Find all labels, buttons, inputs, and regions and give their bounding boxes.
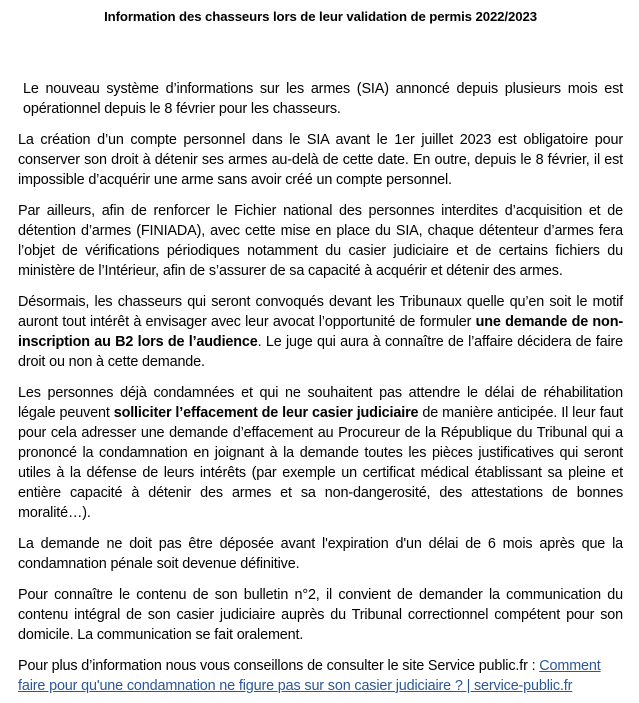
paragraph-text: de manière anticipée. Il leur faut pour cela adresser une demande d’effacement au Procureur de la République du Tribunal qui a prononcé la condamnation en joignant à la demande toutes les pièces justificatives qui seront utiles à la défense de leurs intérêts (par exemple un certificat médical établissant sa pleine et entière capacité à détenir des armes et sa non-dangerosité, des attestations de bonnes moralité…).	[18, 405, 623, 521]
paragraph-sia-intro: Le nouveau système d’informations sur les armes (SIA) annoncé depuis plusieurs mois est opérationnel depuis le 8 février pour les chasseurs.	[23, 81, 623, 117]
paragraph-text: Désormais, les chasseurs qui seront convoqués devant les Tribunaux quelle qu’en soit le motif auront tout intérêt à envisager avec leur avocat l’opportunité de formuler	[18, 294, 623, 330]
paragraph-effacement	[18, 383, 623, 523]
document	[18, 0, 623, 696]
paragraph-bulletin-2: Pour connaître le contenu de son bulletin n°2, il convient de demander la communication du contenu intégral de son casier judiciaire auprès du Tribunal correctionnel compétent pour son domicile. La communication se fait oralement.	[18, 587, 623, 643]
paragraph-finiada: Par ailleurs, afin de renforcer le Fichier national des personnes interdites d’acquisition et de détention d’armes (FINIADA), avec cette mise en place du SIA, chaque détenteur d’armes fera l’objet de vérifications périodiques notamment du casier judiciaire et de certains fichiers du ministère de l’Intérieur, afin de s’assurer de sa capacité à acquérir et détenir des armes.	[18, 203, 623, 279]
document-title: Information des chasseurs lors de leur validation de permis 2022/2023	[104, 9, 537, 24]
paragraph-delai: La demande ne doit pas être déposée avant l'expiration d'un délai de 6 mois après que la condamnation pénale soit devenue définitive.	[18, 536, 623, 572]
paragraph-text: . Le juge qui aura à connaître de l’affaire décidera de faire droit ou non à cette demande.	[18, 334, 623, 370]
emphasis-non-inscription: une demande de non-inscription au B2 lors de l’audience	[18, 314, 623, 350]
paragraph-compte-personnel: La création d’un compte personnel dans le SIA avant le 1er juillet 2023 est obligatoire pour conserver son droit à détenir ses armes au-delà de cette date. En outre, depuis le 8 février, il est impossible d’acquérir une arme sans avoir créé un compte personnel.	[18, 132, 623, 188]
service-public-link[interactable]: Comment faire pour qu'une condamnation ne figure pas sur son casier judiciaire ? | service-public.fr	[18, 658, 601, 694]
paragraph-text: Pour plus d’information nous vous conseillons de consulter le site Service public.fr :	[18, 658, 540, 674]
paragraph-text: Les personnes déjà condamnées et qui ne souhaitent pas attendre le délai de réhabilitation légale peuvent	[18, 385, 623, 421]
emphasis-effacement: solliciter l’effacement de leur casier judiciaire	[113, 405, 419, 421]
paragraph-service-public	[18, 656, 623, 696]
paragraph-non-inscription-b2	[18, 292, 623, 372]
